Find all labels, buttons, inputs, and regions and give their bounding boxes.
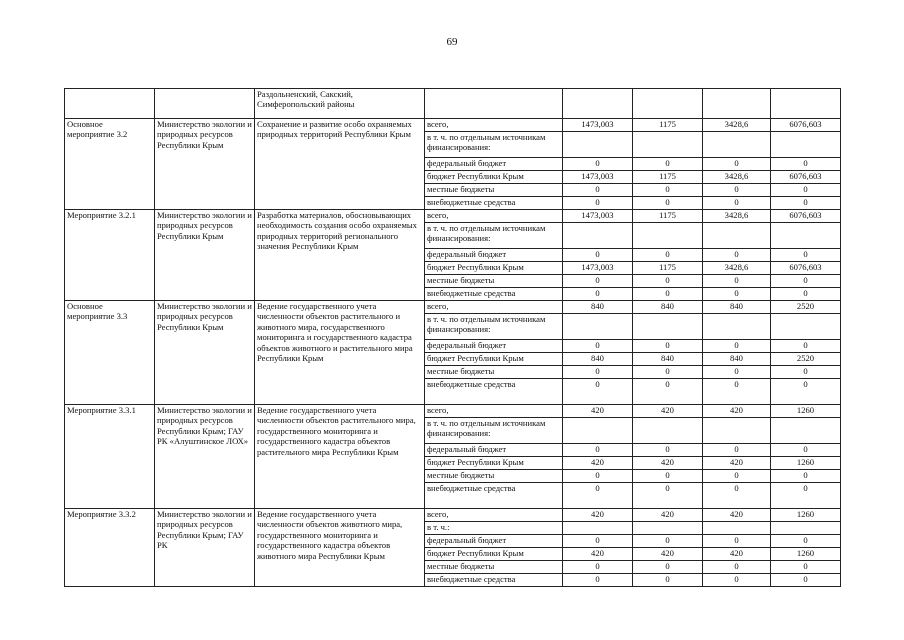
funding-source-cell: федеральный бюджет [425, 249, 563, 262]
funding-value-cell: 0 [703, 275, 771, 288]
continuation-value-cell [771, 89, 841, 119]
funding-value-cell: 1260 [771, 509, 841, 522]
funding-value-cell: 6076,603 [771, 171, 841, 184]
funding-value-cell: 0 [703, 158, 771, 171]
funding-value-cell: 3428,6 [703, 119, 771, 132]
funding-value-cell [633, 418, 703, 444]
funding-value-cell: 420 [633, 548, 703, 561]
continuation-value-cell [633, 89, 703, 119]
funding-value-cell [771, 314, 841, 340]
funding-source-cell: в т. ч. по отдельным источникам финансирования: [425, 223, 563, 249]
measure-description-cell: Сохранение и развитие особо охраняемых природных территорий Республики Крым [255, 119, 425, 210]
funding-value-cell: 420 [703, 509, 771, 522]
funding-value-cell: 0 [633, 444, 703, 457]
funding-value-cell: 0 [703, 366, 771, 379]
funding-value-cell: 6076,603 [771, 119, 841, 132]
funding-source-cell: внебюджетные средства [425, 574, 563, 587]
funding-value-cell [771, 418, 841, 444]
funding-value-cell [563, 522, 633, 535]
continuation-executor-cell [155, 89, 255, 119]
measure-description-cell: Ведение государственного учета численности объектов животного мира, государственного мониторинга и государственного кадастра объектов животного мира Республики Крым [255, 509, 425, 587]
funding-source-cell: местные бюджеты [425, 184, 563, 197]
measure-name-cell: Основное мероприятие 3.3 [65, 301, 155, 405]
measure-name-cell: Мероприятие 3.2.1 [65, 210, 155, 301]
measure-description-cell: Ведение государственного учета численности объектов растительного и животного мира, государственного мониторинга и государственного кадастра объектов животного и растительного мира Республики Крым [255, 301, 425, 405]
measure-executor-cell: Министерство экологии и природных ресурсов Республики Крым; ГАУ РК [155, 509, 255, 587]
funding-value-cell: 1260 [771, 457, 841, 470]
funding-source-cell: бюджет Республики Крым [425, 262, 563, 275]
funding-value-cell: 0 [771, 158, 841, 171]
funding-value-cell: 0 [633, 574, 703, 587]
funding-value-cell: 0 [563, 574, 633, 587]
measure-executor-cell: Министерство экологии и природных ресурсов Республики Крым [155, 210, 255, 301]
funding-value-cell: 0 [563, 184, 633, 197]
continuation-row [65, 89, 841, 119]
funding-value-cell: 0 [563, 249, 633, 262]
funding-value-cell: 0 [703, 444, 771, 457]
funding-value-cell: 420 [633, 405, 703, 418]
continuation-name-cell [65, 89, 155, 119]
funding-value-cell: 0 [703, 535, 771, 548]
funding-value-cell: 0 [771, 249, 841, 262]
funding-value-cell: 0 [633, 197, 703, 210]
funding-source-cell: бюджет Республики Крым [425, 457, 563, 470]
funding-value-cell: 0 [703, 197, 771, 210]
funding-value-cell: 0 [703, 288, 771, 301]
funding-value-cell: 420 [563, 509, 633, 522]
funding-source-cell: бюджет Республики Крым [425, 353, 563, 366]
funding-value-cell [703, 314, 771, 340]
funding-source-cell: в т. ч. по отдельным источникам финансирования: [425, 418, 563, 444]
funding-value-cell: 0 [771, 470, 841, 483]
funding-value-cell [563, 418, 633, 444]
funding-value-cell: 0 [771, 561, 841, 574]
funding-value-cell: 0 [633, 366, 703, 379]
funding-value-cell: 0 [563, 561, 633, 574]
funding-value-cell: 0 [563, 288, 633, 301]
funding-value-cell: 0 [771, 535, 841, 548]
funding-value-cell: 1175 [633, 171, 703, 184]
funding-value-cell: 0 [771, 379, 841, 405]
measure-description-cell: Разработка материалов, обосновывающих необходимость создания особо охраняемых природных территорий регионального значения Республики Крым [255, 210, 425, 301]
funding-value-cell [703, 418, 771, 444]
measure-name-cell: Мероприятие 3.3.1 [65, 405, 155, 509]
funding-source-cell: местные бюджеты [425, 561, 563, 574]
funding-value-cell: 0 [633, 288, 703, 301]
funding-source-cell: внебюджетные средства [425, 197, 563, 210]
funding-value-cell [771, 223, 841, 249]
funding-value-cell: 0 [563, 444, 633, 457]
funding-value-cell: 840 [633, 353, 703, 366]
funding-value-cell: 1473,003 [563, 210, 633, 223]
funding-value-cell: 0 [563, 366, 633, 379]
funding-value-cell: 6076,603 [771, 210, 841, 223]
funding-value-cell: 0 [633, 483, 703, 509]
funding-value-cell: 840 [633, 301, 703, 314]
funding-value-cell: 420 [633, 509, 703, 522]
funding-value-cell: 0 [563, 340, 633, 353]
continuation-value-cell [703, 89, 771, 119]
funding-source-cell: местные бюджеты [425, 366, 563, 379]
funding-table [64, 88, 841, 587]
funding-value-cell: 420 [703, 457, 771, 470]
funding-value-cell: 1175 [633, 262, 703, 275]
measure-name-cell: Основное мероприятие 3.2 [65, 119, 155, 210]
measure-executor-cell: Министерство экологии и природных ресурсов Республики Крым [155, 301, 255, 405]
funding-value-cell [633, 132, 703, 158]
funding-value-cell: 1473,003 [563, 171, 633, 184]
funding-value-cell: 1260 [771, 405, 841, 418]
funding-value-cell: 0 [563, 379, 633, 405]
measure-executor-cell: Министерство экологии и природных ресурсов Республики Крым [155, 119, 255, 210]
funding-value-cell: 0 [633, 184, 703, 197]
funding-value-cell: 0 [703, 470, 771, 483]
funding-value-cell: 420 [703, 548, 771, 561]
funding-value-cell: 2520 [771, 353, 841, 366]
funding-value-cell [771, 132, 841, 158]
funding-value-cell: 0 [633, 275, 703, 288]
funding-value-cell: 1473,003 [563, 262, 633, 275]
funding-value-cell: 1175 [633, 210, 703, 223]
funding-value-cell: 0 [771, 275, 841, 288]
funding-value-cell: 0 [633, 340, 703, 353]
funding-value-cell: 0 [771, 197, 841, 210]
table-row [65, 119, 841, 132]
table-row [65, 301, 841, 314]
funding-value-cell: 3428,6 [703, 262, 771, 275]
funding-value-cell: 420 [563, 405, 633, 418]
funding-value-cell: 0 [633, 561, 703, 574]
funding-value-cell: 1175 [633, 119, 703, 132]
funding-value-cell: 0 [633, 158, 703, 171]
continuation-source-cell [425, 89, 563, 119]
funding-value-cell: 0 [703, 184, 771, 197]
table-row [65, 509, 841, 522]
funding-value-cell: 0 [563, 197, 633, 210]
funding-source-cell: бюджет Республики Крым [425, 548, 563, 561]
funding-source-cell: в т. ч. по отдельным источникам финансирования: [425, 314, 563, 340]
table-row [65, 405, 841, 418]
funding-source-cell: всего, [425, 210, 563, 223]
table-row [65, 210, 841, 223]
funding-value-cell [703, 132, 771, 158]
funding-value-cell: 840 [703, 301, 771, 314]
funding-value-cell: 420 [563, 457, 633, 470]
funding-value-cell: 0 [563, 483, 633, 509]
funding-value-cell: 0 [703, 561, 771, 574]
funding-value-cell: 3428,6 [703, 171, 771, 184]
funding-source-cell: внебюджетные средства [425, 379, 563, 405]
funding-value-cell [633, 223, 703, 249]
funding-value-cell: 0 [703, 340, 771, 353]
funding-source-cell: местные бюджеты [425, 275, 563, 288]
funding-source-cell: федеральный бюджет [425, 158, 563, 171]
funding-value-cell: 420 [563, 548, 633, 561]
funding-source-cell: местные бюджеты [425, 470, 563, 483]
funding-value-cell [633, 314, 703, 340]
funding-value-cell: 0 [633, 535, 703, 548]
funding-source-cell: всего, [425, 405, 563, 418]
funding-value-cell [703, 223, 771, 249]
funding-source-cell: всего, [425, 119, 563, 132]
funding-value-cell: 0 [703, 574, 771, 587]
funding-value-cell: 0 [771, 288, 841, 301]
funding-source-cell: всего, [425, 509, 563, 522]
funding-value-cell: 1260 [771, 548, 841, 561]
funding-value-cell: 840 [563, 301, 633, 314]
funding-value-cell: 0 [633, 379, 703, 405]
funding-source-cell: федеральный бюджет [425, 340, 563, 353]
funding-value-cell: 6076,603 [771, 262, 841, 275]
funding-source-cell: федеральный бюджет [425, 444, 563, 457]
funding-source-cell: внебюджетные средства [425, 483, 563, 509]
funding-value-cell: 0 [633, 470, 703, 483]
funding-source-cell: всего, [425, 301, 563, 314]
funding-value-cell: 0 [771, 574, 841, 587]
funding-value-cell: 0 [563, 275, 633, 288]
funding-value-cell [563, 223, 633, 249]
funding-value-cell: 0 [771, 366, 841, 379]
funding-value-cell: 1473,003 [563, 119, 633, 132]
funding-value-cell: 0 [771, 444, 841, 457]
funding-value-cell: 0 [703, 379, 771, 405]
funding-value-cell: 0 [563, 470, 633, 483]
funding-value-cell [703, 522, 771, 535]
funding-source-cell: федеральный бюджет [425, 535, 563, 548]
funding-source-cell: в т. ч. по отдельным источникам финансирования: [425, 132, 563, 158]
funding-value-cell [563, 132, 633, 158]
funding-value-cell: 420 [633, 457, 703, 470]
funding-value-cell: 0 [703, 249, 771, 262]
funding-value-cell: 420 [703, 405, 771, 418]
funding-value-cell: 0 [563, 158, 633, 171]
funding-value-cell: 840 [703, 353, 771, 366]
funding-value-cell [633, 522, 703, 535]
funding-value-cell: 0 [771, 340, 841, 353]
funding-value-cell: 0 [771, 184, 841, 197]
page-number: 69 [446, 36, 458, 48]
continuation-description-cell: Раздольненский, Сакский, Симферопольский районы [255, 89, 425, 119]
funding-source-cell: внебюджетные средства [425, 288, 563, 301]
measure-executor-cell: Министерство экологии и природных ресурсов Республики Крым; ГАУ РК «Алуштинское ЛОХ» [155, 405, 255, 509]
funding-source-cell: бюджет Республики Крым [425, 171, 563, 184]
measure-description-cell: Ведение государственного учета численности объектов растительного мира, государственного мониторинга и государственного кадастра объектов растительного мира Республики Крым [255, 405, 425, 509]
funding-value-cell [771, 522, 841, 535]
funding-value-cell [563, 314, 633, 340]
continuation-value-cell [563, 89, 633, 119]
measure-name-cell: Мероприятие 3.3.2 [65, 509, 155, 587]
funding-value-cell: 0 [703, 483, 771, 509]
funding-value-cell: 2520 [771, 301, 841, 314]
table-body [65, 89, 841, 587]
funding-value-cell: 0 [633, 249, 703, 262]
funding-source-cell: в т. ч.: [425, 522, 563, 535]
funding-value-cell: 840 [563, 353, 633, 366]
funding-value-cell: 0 [563, 535, 633, 548]
funding-value-cell: 3428,6 [703, 210, 771, 223]
funding-value-cell: 0 [771, 483, 841, 509]
